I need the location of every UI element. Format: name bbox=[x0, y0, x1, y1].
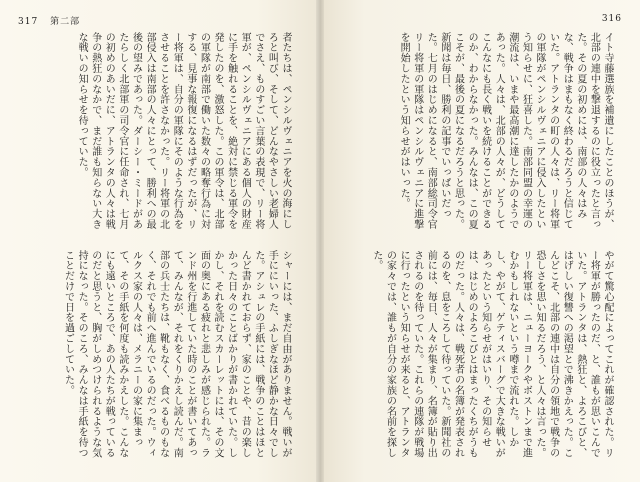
left-chapter-heading: 第二部 bbox=[50, 17, 81, 27]
book-gutter bbox=[316, 0, 324, 482]
right-page bbox=[320, 0, 640, 482]
right-upper-paragraph: イト寺藤選族を補遺にしたことのほうが、北部の連中を撃退するのに役立ったと言った。その夏の初めには、南部の人々はみな、戦争はまもなく終わるだろうと信じていた。アトランタの町の人々は、リー将軍の軍隊がペンシルヴェニアに侵入したという知らせに、狂喜した。南部同盟の幸運の潮流は、いまや最高潮に達したかのようであった。人々は、北部の人々が、どうしてこんなにも長く戦いを続けることができるのか、わからなかった。みんなは、この夏こそが、最後の夏になるだろうと思った。新聞は毎日、勝利の記事でいっぱいだった。七月のはじめになると、南部総司令官リー将軍の軍隊はペンシルヴェニアに進撃を開始したという知らせがはいった。 bbox=[398, 32, 613, 230]
right-lower-text-block bbox=[338, 250, 614, 466]
left-running-head bbox=[18, 14, 80, 27]
left-lower-text-block bbox=[24, 250, 292, 466]
right-upper-text-block bbox=[338, 32, 614, 232]
left-upper-text-block bbox=[24, 32, 292, 232]
right-running-head bbox=[602, 14, 622, 24]
left-upper-paragraph: 者たちは、ペンシルヴェニアを火の海にしろと叫び、そして、どんなやさしい老婦人でさえ、ものすごい言葉の表現で、リー将軍が、ペンシルヴェニアにある個人の財産に手を触れることを、絶対に禁じる軍令を発したのを、激怒した。この軍令は、北部の軍隊が南部で働いた数々の略奪行為に対する、見事な報復になるはずだったが、リー将軍は、自分の軍隊にそのような行為をさせることを許さなかった。リー将軍の北部侵入は南部の人々にとって、勝利への最後の望みであった。ダーシー・ミードがあたらしく北部軍の司令官に任命され、七月の初めのあいだに、アトランタの人々は戦争の熱狂のなかで、まだ誰も知らない大きな戦いの知らせを待っていた。 bbox=[76, 32, 291, 230]
left-lower-paragraph: シャーには、まだ自由がありません。戦いが手ににいった、ふしぎなほど静かな日々でした。アシュレの手紙には、戦争のことはほとんど書かれておらず、家のことや、昔の楽しかった日々のことばかりが書かれていた。しかし、それを読むスカーレットには、その文面の奥にある疲れと悲しみが感じられた。ランド州を行進していた時のことが書いてあって、みんなが、それをくりかえし読んだ。南部の兵士たちは、靴もなく、食べるものもなく、それでも前へ進んでいるのだった。ウィルクス家の人々は、メラニーの家に集まって、その手紙を何度も読みかえした。こんなにも遠いところで、あの人たちが戦っているのだと思うと、胸がしめつけられるような気持になった。そのころ、みんなは手紙を待つことだけで日を過ごしていた。 bbox=[62, 250, 291, 458]
right-lower-paragraph: やがて驚心配によってこれが確認された。リー将軍が勝ったのだ、と、誰もが思いこんでいた。アトランタは、熱狂と、よろこびと、はげしい復讐への渇望とで沸きかえった。こんどこそ、北部の連中は自分の領地で戦争の恐しさを思い知るだろう、と人々は言った。リー将軍は、ニューヨークやボストンまで進むかもしれないという噂まで流れた。しかし、やがて、ゲティスバーグで大きな戦いがあったという知らせがはいり、その知らせは、はじめのよろこびとはまったくちがうものだった。人々は、戦死者の名簿が発表されるのを、息をころして待っていた。新聞社の前には、毎日、人々が集まり、名簿が貼り出されるのを待っていた。これらの連隊が戦場に行ったという知らせが来ると、アトランタの家々では、誰もが自分の家族の名前を探した。 bbox=[370, 250, 613, 458]
right-page-number: 316 bbox=[601, 14, 622, 24]
left-page-number: 317 bbox=[18, 17, 39, 27]
